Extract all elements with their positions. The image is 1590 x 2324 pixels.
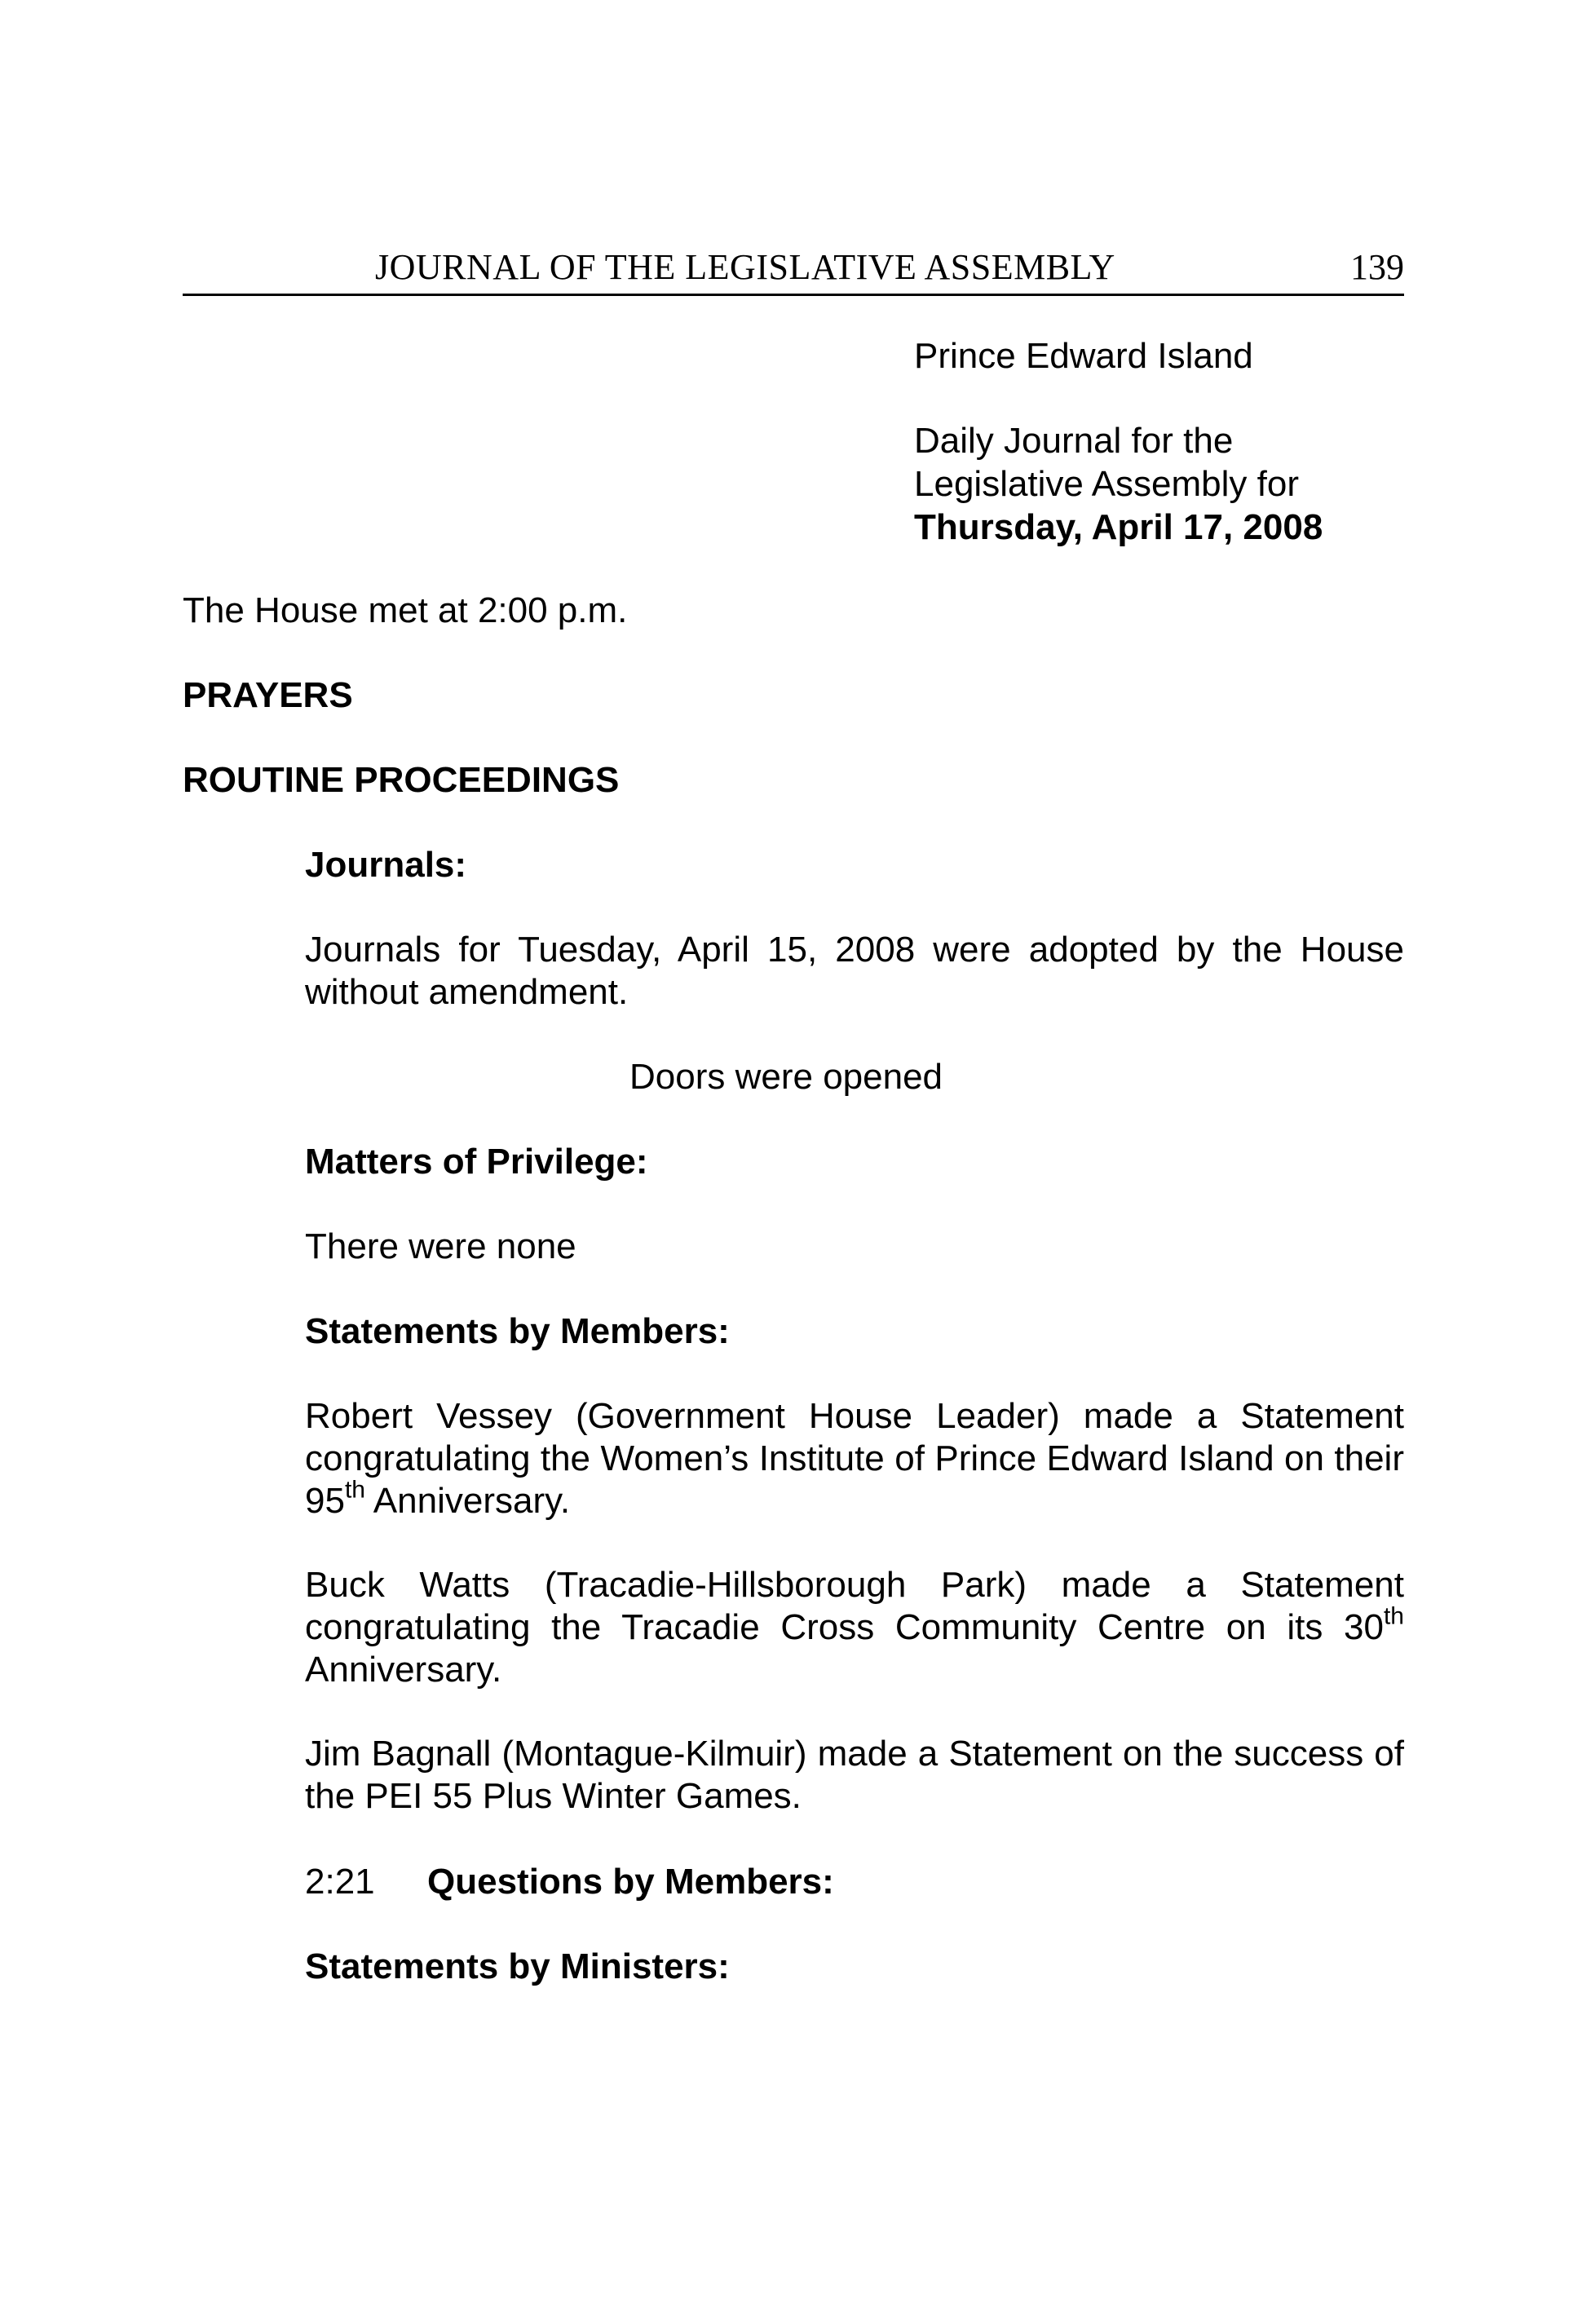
sitting-date: Thursday, April 17, 2008 bbox=[914, 507, 1323, 547]
journals-text: Journals for Tuesday, April 15, 2008 were adopted by the House without amendment. bbox=[305, 930, 1404, 1012]
questions-time: 2:21 bbox=[305, 1862, 375, 1902]
questions-heading: Questions by Members: bbox=[427, 1862, 834, 1902]
running-header bbox=[183, 241, 1404, 296]
privilege-text: There were none bbox=[305, 1226, 576, 1266]
privilege-heading: Matters of Privilege: bbox=[305, 1142, 648, 1182]
doors-opened: Doors were opened bbox=[629, 1057, 943, 1097]
journal-title: JOURNAL OF THE LEGISLATIVE ASSEMBLY bbox=[375, 247, 1115, 287]
prayers-heading: PRAYERS bbox=[183, 675, 353, 715]
journal-line-2: Legislative Assembly for bbox=[914, 464, 1299, 504]
statements-by-ministers-heading: Statements by Ministers: bbox=[305, 1946, 730, 1986]
routine-proceedings-heading: ROUTINE PROCEEDINGS bbox=[183, 760, 620, 800]
member-statement-bagnall: Jim Bagnall (Montague-Kilmuir) made a Statement on the success of the PEI 55 Plus Winter Games. bbox=[305, 1734, 1404, 1816]
member-statement-vessey: Robert Vessey (Government House Leader) made a Statement congratulating the Women’s Institute of Prince Edward Island on their 95th Anniversary. bbox=[305, 1396, 1404, 1521]
statements-by-members-heading: Statements by Members: bbox=[305, 1311, 730, 1351]
opening-statement: The House met at 2:00 p.m. bbox=[183, 590, 628, 630]
member-statement-watts: Buck Watts (Tracadie-Hillsborough Park) made a Statement congratulating the Tracadie Cross Community Centre on its 30th Anniversary. bbox=[305, 1565, 1404, 1690]
page-number: 139 bbox=[1350, 247, 1404, 287]
journal-line-1: Daily Journal for the bbox=[914, 421, 1234, 461]
journals-heading: Journals: bbox=[305, 845, 467, 885]
province-name: Prince Edward Island bbox=[914, 336, 1253, 376]
